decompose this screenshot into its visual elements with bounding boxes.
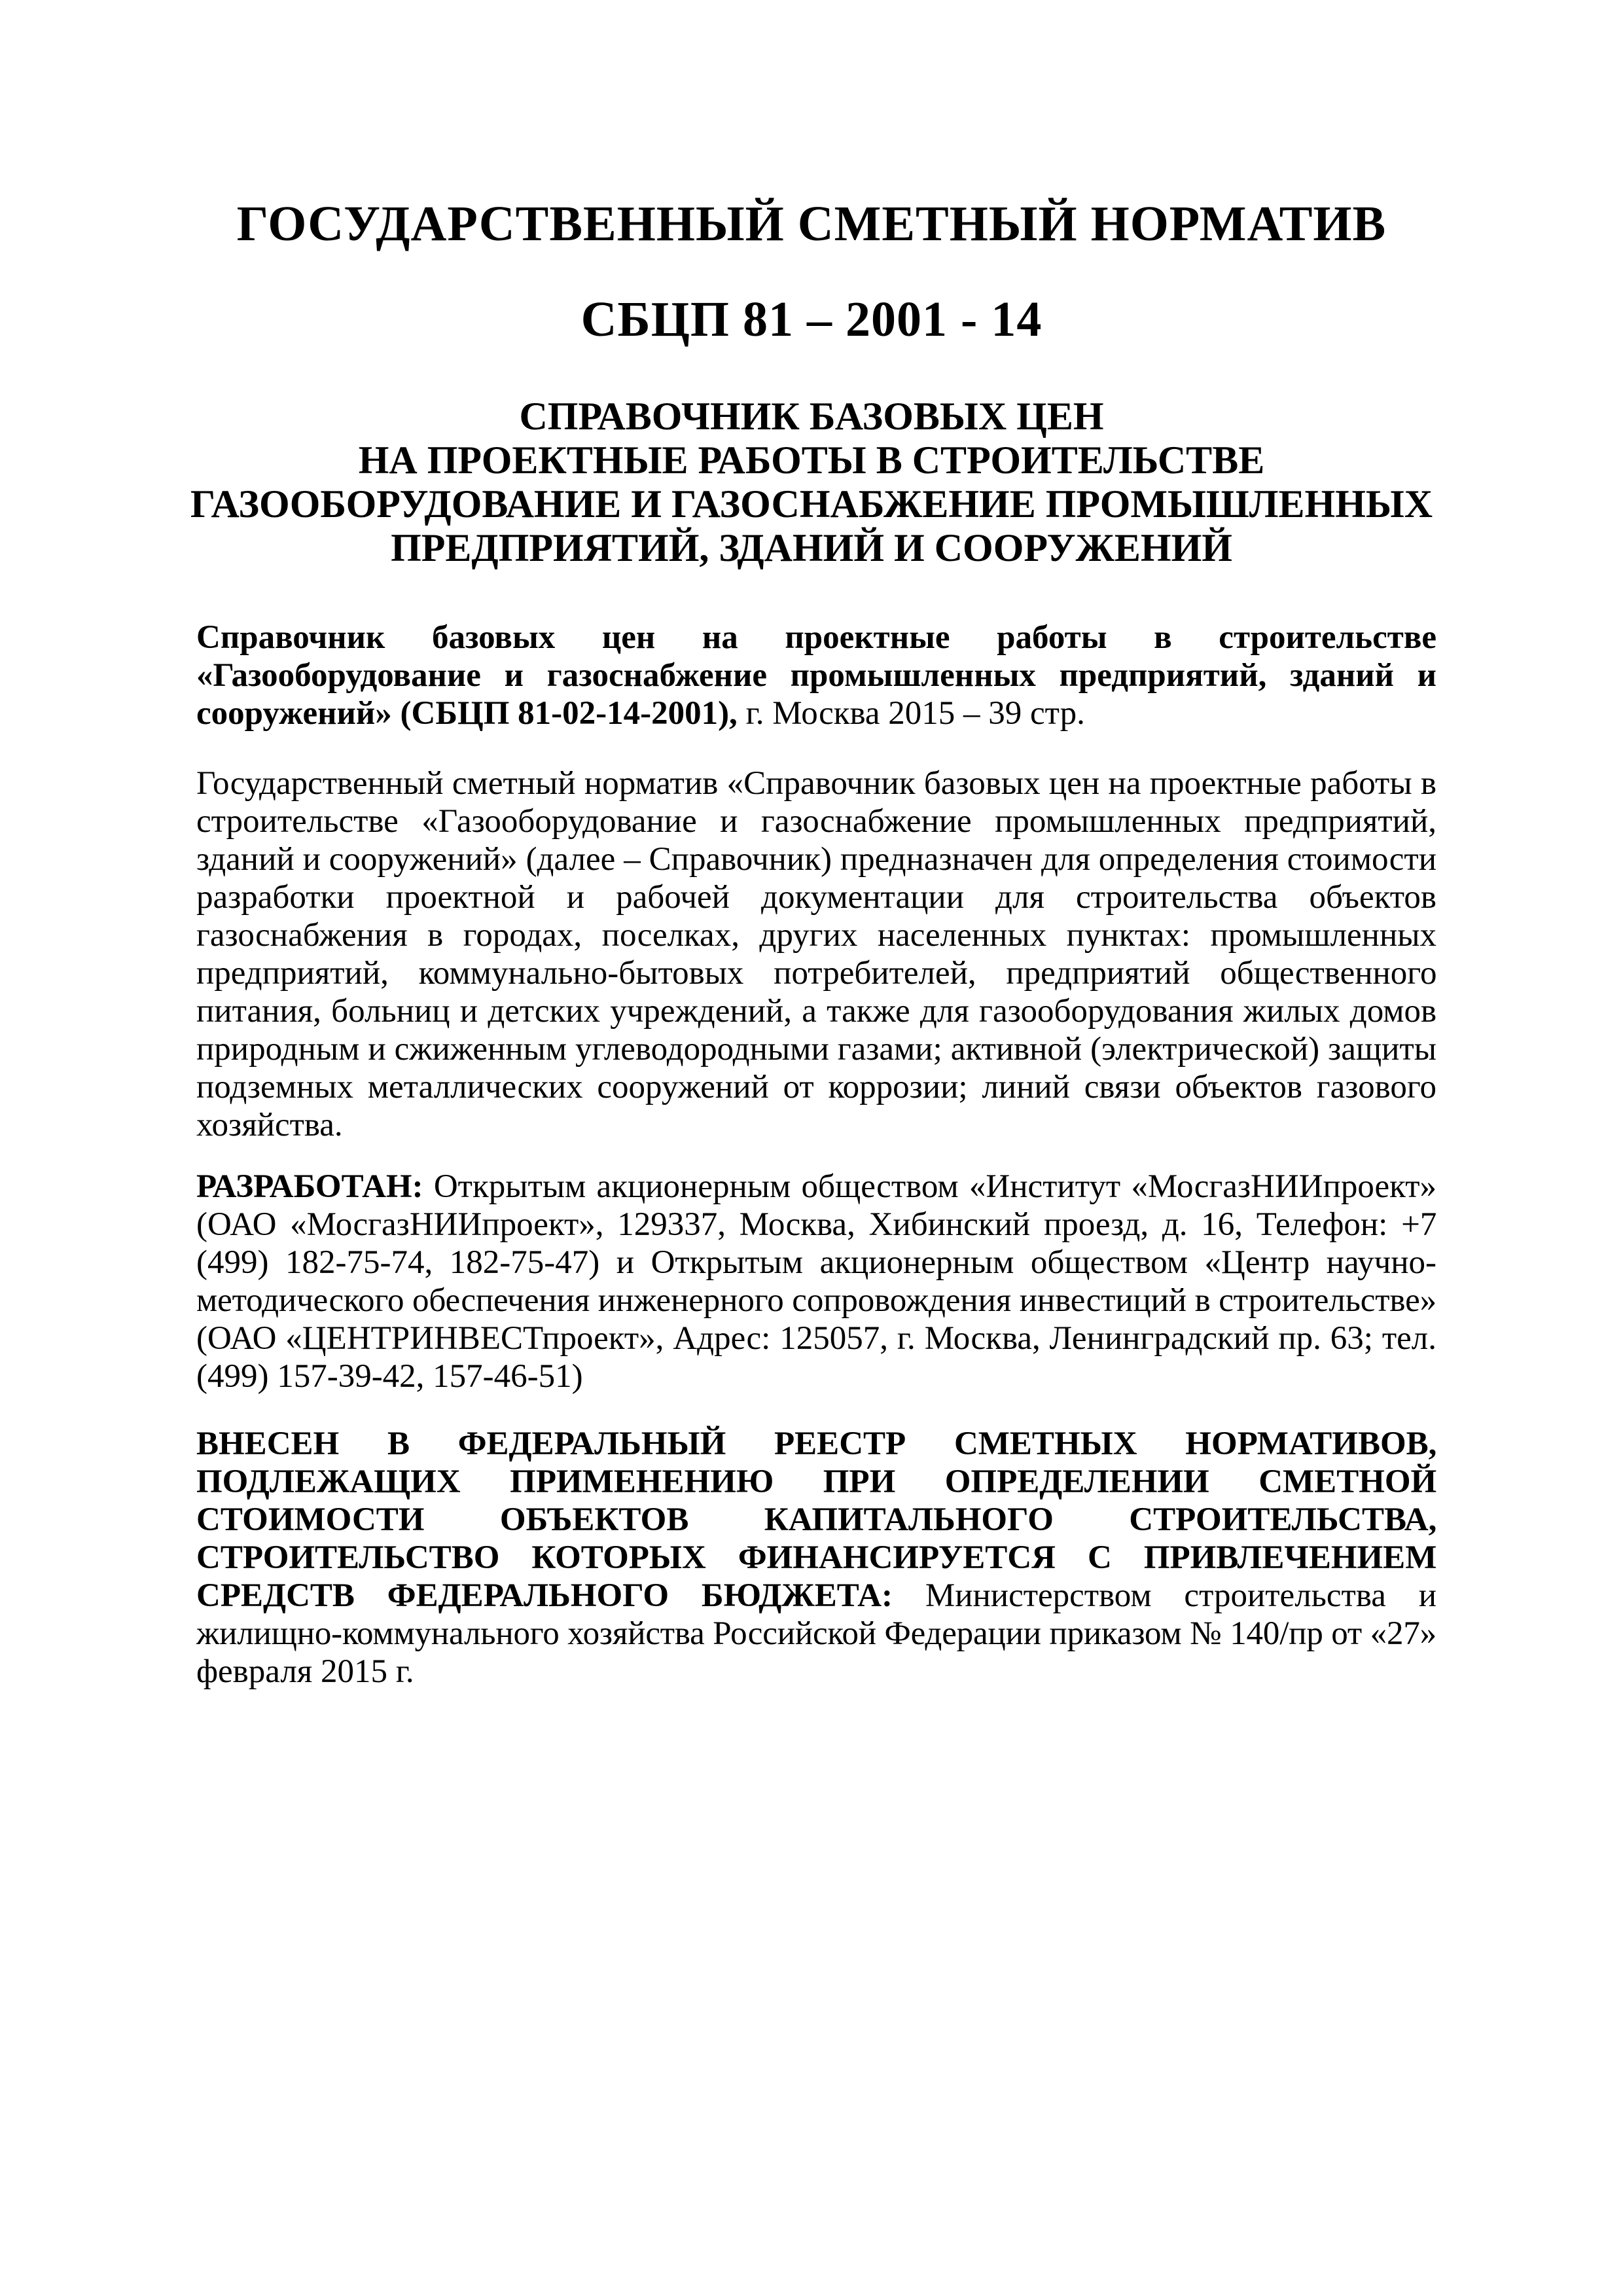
reference-place-year: г. Москва 2015 – 39 стр. — [737, 695, 1085, 732]
description-line: разработки проектной и рабочей документации для строительства объектов — [196, 879, 1436, 916]
description-line: газоснабжения в городах, поселках, других населенных пунктах: промышленных — [196, 917, 1437, 954]
developed-label: РАЗРАБОТАН: — [196, 1168, 423, 1205]
subtitle-line: СПРАВОЧНИК БАЗОВЫХ ЦЕН — [519, 395, 1104, 438]
registry-paragraph — [196, 1425, 1436, 1691]
reference-title-bold: сооружений» (СБЦП 81-02-14-2001), — [196, 695, 738, 732]
document-code: СБЦП 81 – 2001 - 14 — [580, 292, 1043, 347]
registry-line: СТРОИТЕЛЬСТВО КОТОРЫХ ФИНАНСИРУЕТСЯ С ПРИВЛЕЧЕНИЕМ — [196, 1539, 1437, 1576]
registry-line: жилищно-коммунального хозяйства Российской Федерации приказом № 140/пр от «27» — [196, 1615, 1436, 1652]
document-title: ГОСУДАРСТВЕННЫЙ СМЕТНЫЙ НОРМАТИВ — [236, 196, 1387, 251]
description-line: Государственный сметный норматив «Справочник базовых цен на проектные работы в — [196, 765, 1436, 802]
developed-line: методического обеспечения инженерного сопровождения инвестиций в строительстве» — [196, 1282, 1436, 1319]
developed-line: (ОАО «ЦЕНТРИНВЕСТпроект», Адрес: 125057, г. Москва, Ленинградский пр. 63; тел. — [196, 1320, 1436, 1357]
developed-org: Открытым акционерным обществом «Институт «МосгазНИИпроект» — [423, 1168, 1436, 1205]
reference-line — [196, 694, 1436, 732]
developed-line: (499) 182-75-74, 182-75-47) и Открытым акционерным обществом «Центр научно- — [196, 1244, 1436, 1281]
reference-line: Справочник базовых цен на проектные работы в строительстве — [196, 619, 1436, 656]
registry-budget-label: СРЕДСТВ ФЕДЕРАЛЬНОГО БЮДЖЕТА: — [196, 1577, 893, 1614]
developed-line: (ОАО «МосгазНИИпроект», 129337, Москва, Хибинский проезд, д. 16, Телефон: +7 — [196, 1206, 1437, 1243]
registry-ministry: Министерством строительства и — [893, 1577, 1436, 1614]
description-line: предприятий, коммунально-бытовых потребителей, предприятий общественного — [196, 955, 1437, 992]
description-line: зданий и сооружений» (далее – Справочник) предназначен для определения стоимости — [196, 841, 1436, 878]
reference-paragraph — [196, 619, 1436, 732]
reference-line: «Газооборудование и газоснабжение промышленных предприятий, зданий и — [196, 657, 1436, 694]
developed-paragraph — [196, 1168, 1436, 1395]
description-paragraph — [196, 764, 1436, 1144]
description-line: подземных металлических сооружений от коррозии; линий связи объектов газового — [196, 1069, 1436, 1105]
description-line: хозяйства. — [196, 1107, 343, 1143]
description-line: природным и сжиженным углеводородными газами; активной (электрической) защиты — [196, 1031, 1436, 1067]
description-line: питания, больниц и детских учреждений, а также для газооборудования жилых домов — [196, 993, 1437, 1030]
registry-line: февраля 2015 г. — [196, 1653, 414, 1690]
registry-line: ВНЕСЕН В ФЕДЕРАЛЬНЫЙ РЕЕСТР СМЕТНЫХ НОРМАТИВОВ, — [196, 1426, 1437, 1462]
registry-line: СТОИМОСТИ ОБЪЕКТОВ КАПИТАЛЬНОГО СТРОИТЕЛЬСТВА, — [196, 1501, 1437, 1538]
developed-line — [196, 1168, 1436, 1206]
subtitle-line: ГАЗООБОРУДОВАНИЕ И ГАЗОСНАБЖЕНИЕ ПРОМЫШЛЕННЫХ — [190, 482, 1433, 526]
registry-line: ПОДЛЕЖАЩИХ ПРИМЕНЕНИЮ ПРИ ОПРЕДЕЛЕНИИ СМЕТНОЙ — [196, 1463, 1437, 1500]
subtitle-line: ПРЕДПРИЯТИЙ, ЗДАНИЙ И СООРУЖЕНИЙ — [391, 526, 1232, 569]
developed-line: (499) 157-39-42, 157-46-51) — [196, 1358, 583, 1395]
subtitle-line: НА ПРОЕКТНЫЕ РАБОТЫ В СТРОИТЕЛЬСТВЕ — [358, 439, 1265, 482]
registry-line — [196, 1577, 1436, 1615]
description-line: строительстве «Газооборудование и газоснабжение промышленных предприятий, — [196, 803, 1436, 840]
